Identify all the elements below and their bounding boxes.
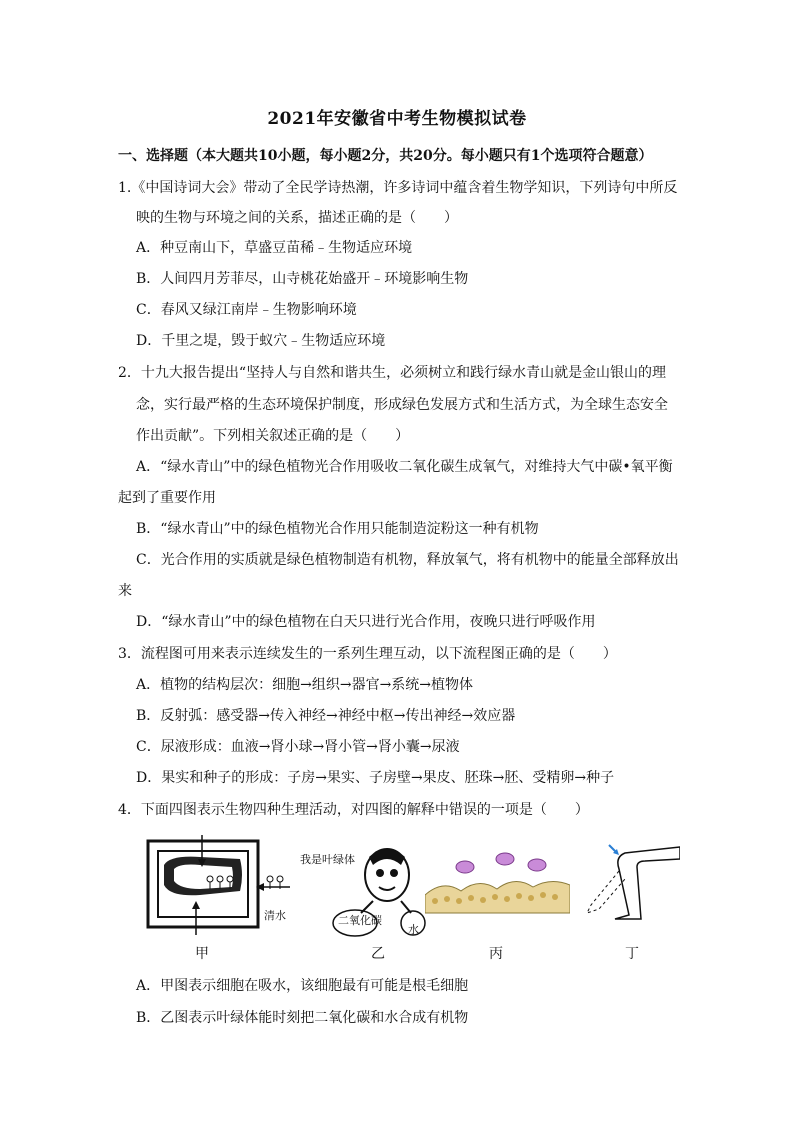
figure-jia-water-label: 清水 <box>264 909 286 922</box>
q2-option-c: C．光合作用的实质就是绿色植物制造有机物，释放氧气，将有机物中的能量全部释放出 <box>136 552 679 568</box>
q2-option-a: A．“绿水青山”中的绿色植物光合作用吸收二氧化碳生成氧气，对维持大气中碳•氧平衡 <box>136 459 673 475</box>
q3-option-c: C．尿液形成：血液→肾小球→肾小管→肾小囊→尿液 <box>136 739 460 755</box>
q2-option-a-cont: 起到了重要作用 <box>118 490 216 506</box>
q3-option-b: B．反射弧：感受器→传入神经→神经中枢→传出神经→效应器 <box>136 708 516 724</box>
q1-option-a: A．种豆南山下，草盛豆苗稀﹣生物适应环境 <box>136 240 413 256</box>
figure-label-bing: 丙 <box>489 946 503 962</box>
figure-label-yi: 乙 <box>371 946 385 962</box>
figure-bing-tissue-diagram <box>425 835 570 925</box>
figure-label-jia: 甲 <box>195 946 209 962</box>
figure-yi-co2-label: 二氧化碳 <box>338 914 382 927</box>
q2-option-b: B．“绿水青山”中的绿色植物光合作用只能制造淀粉这一种有机物 <box>136 521 539 537</box>
figure-label-ding: 丁 <box>625 946 639 962</box>
q4-option-b: B．乙图表示叶绿体能时刻把二氧化碳和水合成有机物 <box>136 1010 469 1026</box>
q1-line-2: 映的生物与环境之间的关系，描述正确的是（ ） <box>136 210 458 226</box>
q1-option-c: C．春风又绿江南岸﹣生物影响环境 <box>136 302 357 318</box>
section-heading: 一、选择题（本大题共10小题，每小题2分，共20分。每小题只有1个选项符合题意） <box>118 148 653 164</box>
q2-option-d: D．“绿水青山”中的绿色植物在白天只进行光合作用，夜晚只进行呼吸作用 <box>136 614 596 630</box>
figure-ding-knee-reflex <box>585 835 680 930</box>
q3-option-a: A．植物的结构层次：细胞→组织→器官→系统→植物体 <box>136 677 474 693</box>
q1-option-b: B．人间四月芳菲尽，山寺桃花始盛开﹣环境影响生物 <box>136 271 469 287</box>
q2-option-c-cont: 来 <box>118 583 132 599</box>
q4-figures <box>140 835 680 965</box>
q2-line-2: 念，实行最严格的生态环境保护制度，形成绿色发展方式和生活方式，为全球生态安全 <box>136 397 668 413</box>
figure-yi-water-label: 水 <box>408 923 419 936</box>
q1-line-1: 1.《中国诗词大会》带动了全民学诗热潮，许多诗词中蕴含着生物学知识，下列诗句中所反 <box>118 180 678 196</box>
exam-title: 2021年安徽省中考生物模拟试卷 <box>267 109 527 129</box>
q2-line-1: 2．十九大报告提出“坚持人与自然和谐共生，必须树立和践行绿水青山就是金山银山的理 <box>118 365 667 381</box>
q3-option-d: D．果实和种子的形成：子房→果实、子房壁→果皮、胚珠→胚、受精卵→种子 <box>136 770 615 786</box>
q4-line-1: 4．下面四图表示生物四种生理活动，对四图的解释中错误的一项是（ ） <box>118 802 589 818</box>
q4-option-a: A．甲图表示细胞在吸水，该细胞最有可能是根毛细胞 <box>136 978 469 994</box>
q3-line-1: 3．流程图可用来表示连续发生的一系列生理互动，以下流程图正确的是（ ） <box>118 646 617 662</box>
q1-option-d: D．千里之堤，毁于蚁穴﹣生物适应环境 <box>136 333 386 349</box>
q2-line-3: 作出贡献”。下列相关叙述正确的是（ ） <box>136 428 410 444</box>
figure-yi-chloroplast-label: 我是叶绿体 <box>300 853 355 866</box>
